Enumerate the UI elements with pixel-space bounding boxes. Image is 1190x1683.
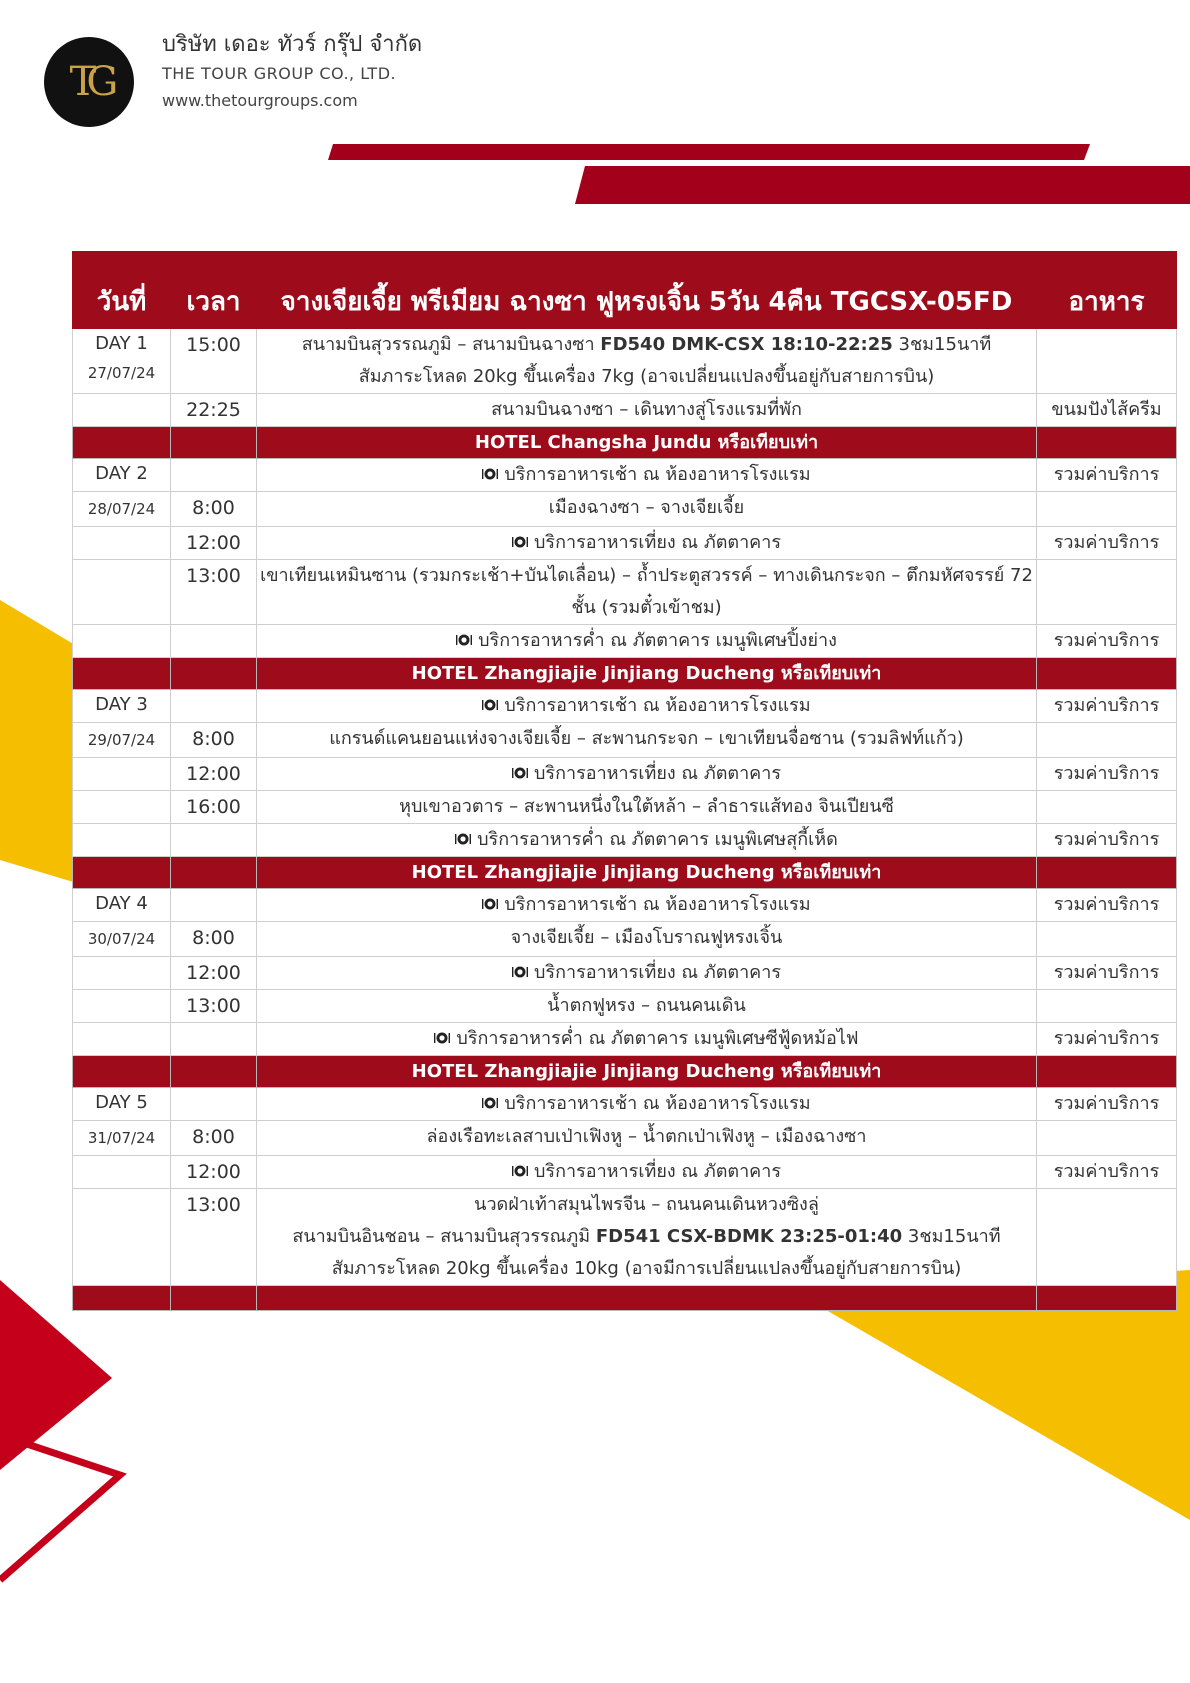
flight-duration: 3ชม15นาที	[902, 1226, 1001, 1247]
desc-text: บริการอาหารค่ำ ณ ภัตตาคาร เมนูพิเศษซีฟู้ดหม้อไฟ	[456, 1028, 859, 1049]
top-red-band	[575, 166, 1190, 204]
table-row	[73, 527, 1177, 560]
meal-cell: รวมค่าบริการ	[1037, 889, 1177, 922]
time-cell: 16:00	[171, 791, 257, 824]
table-footer-row	[73, 1286, 1177, 1311]
time-cell	[171, 690, 257, 723]
meal-cell	[1037, 922, 1177, 957]
hotel-blank	[171, 427, 257, 459]
desc-cell: จางเจียเจี้ย – เมืองโบราณฟูหรงเจิ้น	[257, 922, 1037, 957]
hotel-blank	[73, 1056, 171, 1088]
flight-duration: 3ชม15นาที	[892, 334, 992, 355]
meal-cell	[1037, 791, 1177, 824]
time-cell: 22:25	[171, 394, 257, 427]
time-cell: 8:00	[171, 922, 257, 957]
day-cell	[73, 560, 171, 625]
desc-cell	[257, 527, 1037, 560]
meal-cell: รวมค่าบริการ	[1037, 1088, 1177, 1121]
flight-route: สนามบินอินชอน – สนามบินสุวรรณภูมิ	[292, 1226, 596, 1247]
dish-icon	[455, 833, 471, 845]
time-cell: 12:00	[171, 1156, 257, 1189]
logo-monogram: TG	[69, 59, 109, 105]
hotel-blank	[1037, 658, 1177, 690]
time-cell: 12:00	[171, 957, 257, 990]
itinerary-table	[72, 251, 1177, 1311]
desc-text: บริการอาหารเที่ยง ณ ภัตตาคาร	[534, 962, 781, 983]
hotel-name: HOTEL Zhangjiajie Jinjiang Ducheng หรือเทียบเท่า	[257, 1056, 1037, 1088]
day-date: 29/07/24	[73, 723, 171, 758]
desc-cell	[257, 889, 1037, 922]
day-cell	[73, 957, 171, 990]
table-row	[73, 1156, 1177, 1189]
day-cell	[73, 527, 171, 560]
header-title: จางเจียเจี้ย พรีเมียม ฉางซา ฟูหรงเจิ้น 5วัน 4คืน TGCSX-05FD	[257, 252, 1037, 329]
desc-cell	[257, 824, 1037, 857]
day-label: DAY 2	[73, 459, 171, 492]
left-red-outline	[0, 1435, 120, 1580]
table-row	[73, 459, 1177, 492]
dish-icon	[482, 699, 498, 711]
dish-icon	[482, 1097, 498, 1109]
table-row	[73, 1088, 1177, 1121]
day-cell	[73, 990, 171, 1023]
desc-text: บริการอาหารเช้า ณ ห้องอาหารโรงแรม	[504, 894, 811, 915]
header-meal: อาหาร	[1037, 252, 1177, 329]
desc-text: บริการอาหารค่ำ ณ ภัตตาคาร เมนูพิเศษปิ้งย่าง	[478, 630, 837, 651]
footer-blank	[171, 1286, 257, 1311]
desc-cell	[257, 560, 1037, 625]
day-cell	[73, 1189, 171, 1286]
dish-icon	[434, 1032, 450, 1044]
hotel-name: HOTEL Zhangjiajie Jinjiang Ducheng หรือเทียบเท่า	[257, 857, 1037, 889]
desc-cell	[257, 758, 1037, 791]
desc-cell: แกรนด์แคนยอนแห่งจางเจียเจี้ย – สะพานกระจก – เขาเทียนจื่อซาน (รวมลิฟท์แก้ว)	[257, 723, 1037, 758]
desc-text: บริการอาหารค่ำ ณ ภัตตาคาร เมนูพิเศษสุกี้เห็ด	[477, 829, 838, 850]
dish-icon	[512, 966, 528, 978]
meal-cell	[1037, 990, 1177, 1023]
company-info	[162, 30, 422, 114]
time-cell	[171, 1088, 257, 1121]
hotel-blank	[171, 658, 257, 690]
dish-icon	[456, 634, 472, 646]
day-cell	[73, 1023, 171, 1056]
hotel-name: HOTEL Changsha Jundu หรือเทียบเท่า	[257, 427, 1037, 459]
meal-cell: รวมค่าบริการ	[1037, 625, 1177, 658]
time-cell	[171, 459, 257, 492]
desc-text: บริการอาหารเที่ยง ณ ภัตตาคาร	[534, 1161, 781, 1182]
meal-cell: ขนมปังไส้ครีม	[1037, 394, 1177, 427]
desc-cell	[257, 459, 1037, 492]
flight-line	[257, 329, 1036, 361]
day-cell	[73, 1156, 171, 1189]
day-cell	[73, 625, 171, 658]
day-label: DAY 4	[73, 889, 171, 922]
desc-cell	[257, 690, 1037, 723]
dish-icon	[482, 468, 498, 480]
hotel-blank	[1037, 857, 1177, 889]
header-day: วันที่	[73, 252, 171, 329]
desc-cell: เมืองฉางซา – จางเจียเจี้ย	[257, 492, 1037, 527]
flight-number: FD540 DMK-CSX 18:10-22:25	[600, 334, 893, 355]
company-logo	[44, 37, 134, 127]
desc-cell	[257, 329, 1037, 394]
table-row	[73, 1023, 1177, 1056]
top-red-stripe	[328, 144, 1090, 160]
dish-icon	[482, 898, 498, 910]
time-cell: 8:00	[171, 723, 257, 758]
day-label: DAY 5	[73, 1088, 171, 1121]
desc-cell: น้ำตกฟูหรง – ถนนคนเดิน	[257, 990, 1037, 1023]
day-cell	[73, 394, 171, 427]
table-row	[73, 625, 1177, 658]
header-time: เวลา	[171, 252, 257, 329]
day-cell	[73, 758, 171, 791]
time-cell: 13:00	[171, 1189, 257, 1286]
dish-icon	[512, 1165, 528, 1177]
desc-cell: ล่องเรือทะเลสาบเป่าเฟิงหู – น้ำตกเป่าเฟิงหู – เมืองฉางซา	[257, 1121, 1037, 1156]
table-row	[73, 1121, 1177, 1156]
hotel-row	[73, 857, 1177, 889]
meal-cell: รวมค่าบริการ	[1037, 527, 1177, 560]
day-date: 28/07/24	[73, 492, 171, 527]
day-cell	[73, 329, 171, 394]
meal-cell: รวมค่าบริการ	[1037, 824, 1177, 857]
company-website[interactable]: www.thetourgroups.com	[162, 91, 358, 110]
table-row	[73, 1189, 1177, 1286]
hotel-row	[73, 427, 1177, 459]
day-date: 27/07/24	[87, 364, 156, 382]
table-row	[73, 394, 1177, 427]
desc-cell	[257, 1156, 1037, 1189]
table-row	[73, 758, 1177, 791]
desc-text: บริการอาหารเที่ยง ณ ภัตตาคาร	[534, 532, 781, 553]
desc-text: นวดฝ่าเท้าสมุนไพรจีน – ถนนคนเดินหวงซิงลู่	[474, 1194, 819, 1215]
hotel-blank	[1037, 427, 1177, 459]
time-cell: 8:00	[171, 1121, 257, 1156]
time-cell	[171, 625, 257, 658]
flight-route: สนามบินสุวรรณภูมิ – สนามบินฉางซา	[301, 334, 601, 355]
hotel-name: HOTEL Zhangjiajie Jinjiang Ducheng หรือเทียบเท่า	[257, 658, 1037, 690]
time-cell	[171, 824, 257, 857]
table-row	[73, 690, 1177, 723]
time-cell: 13:00	[171, 560, 257, 625]
company-name-thai: บริษัท เดอะ ทัวร์ กรุ๊ป จำกัด	[162, 32, 423, 57]
desc-cell	[257, 1189, 1037, 1286]
table-header-row	[73, 252, 1177, 329]
time-cell: 8:00	[171, 492, 257, 527]
day-date: 30/07/24	[73, 922, 171, 957]
day-cell	[73, 824, 171, 857]
meal-cell	[1037, 723, 1177, 758]
footer-blank	[73, 1286, 171, 1311]
company-name-english: THE TOUR GROUP CO., LTD.	[162, 64, 397, 83]
hotel-blank	[73, 658, 171, 690]
table-row	[73, 560, 1177, 625]
meal-cell	[1037, 1189, 1177, 1286]
meal-cell: รวมค่าบริการ	[1037, 957, 1177, 990]
hotel-row	[73, 658, 1177, 690]
table-row	[73, 922, 1177, 957]
footer-blank	[1037, 1286, 1177, 1311]
hotel-blank	[73, 857, 171, 889]
hotel-row	[73, 1056, 1177, 1088]
desc-cell: หุบเขาอวตาร – สะพานหนึ่งในใต้หล้า – ลำธารแส้ทอง จินเปียนซี	[257, 791, 1037, 824]
desc-text: บริการอาหารเช้า ณ ห้องอาหารโรงแรม	[504, 464, 811, 485]
table-row	[73, 957, 1177, 990]
meal-cell: รวมค่าบริการ	[1037, 690, 1177, 723]
hotel-blank	[73, 427, 171, 459]
time-cell: 15:00	[171, 329, 257, 394]
desc-cell: สนามบินฉางซา – เดินทางสู่โรงแรมที่พัก	[257, 394, 1037, 427]
meal-cell: รวมค่าบริการ	[1037, 758, 1177, 791]
hotel-blank	[1037, 1056, 1177, 1088]
time-cell	[171, 889, 257, 922]
day-label: DAY 3	[73, 690, 171, 723]
desc-text: บริการอาหารเช้า ณ ห้องอาหารโรงแรม	[504, 695, 811, 716]
meal-cell: รวมค่าบริการ	[1037, 1023, 1177, 1056]
desc-text: บริการอาหารเช้า ณ ห้องอาหารโรงแรม	[504, 1093, 811, 1114]
meal-cell	[1037, 560, 1177, 625]
desc-cell	[257, 625, 1037, 658]
desc-cell	[257, 1023, 1037, 1056]
table-row	[73, 824, 1177, 857]
time-cell: 13:00	[171, 990, 257, 1023]
day-cell	[73, 791, 171, 824]
desc-text-line2: ชั้น (รวมตั๋วเข้าชม)	[571, 597, 722, 618]
meal-cell: รวมค่าบริการ	[1037, 1156, 1177, 1189]
meal-cell: รวมค่าบริการ	[1037, 459, 1177, 492]
table-row	[73, 889, 1177, 922]
dish-icon	[512, 536, 528, 548]
time-cell	[171, 1023, 257, 1056]
dish-icon	[512, 767, 528, 779]
day-label: DAY 1	[95, 333, 148, 354]
hotel-blank	[171, 1056, 257, 1088]
table-row	[73, 990, 1177, 1023]
baggage-note: สัมภาระโหลด 20kg ขึ้นเครื่อง 7kg (อาจเปลี่ยนแปลงขึ้นอยู่กับสายการบิน)	[358, 366, 935, 387]
day-date: 31/07/24	[73, 1121, 171, 1156]
table-row	[73, 492, 1177, 527]
footer-blank	[257, 1286, 1037, 1311]
meal-cell	[1037, 492, 1177, 527]
time-cell: 12:00	[171, 758, 257, 791]
desc-cell	[257, 957, 1037, 990]
baggage-note: สัมภาระโหลด 20kg ขึ้นเครื่อง 10kg (อาจมีการเปลี่ยนแปลงขึ้นอยู่กับสายการบิน)	[331, 1258, 962, 1279]
meal-cell	[1037, 329, 1177, 394]
desc-text: เขาเทียนเหมินซาน (รวมกระเช้า+บันไดเลื่อน) – ถ้ำประตูสวรรค์ – ทางเดินกระจก – ตึกมหัศจรรย์ 72	[260, 565, 1033, 586]
time-cell: 12:00	[171, 527, 257, 560]
table-row	[73, 723, 1177, 758]
table-row	[73, 791, 1177, 824]
flight-number: FD541 CSX-BDMK 23:25-01:40	[595, 1226, 903, 1247]
table-row	[73, 329, 1177, 394]
flight-line	[257, 1221, 1036, 1253]
meal-cell	[1037, 1121, 1177, 1156]
desc-cell	[257, 1088, 1037, 1121]
hotel-blank	[171, 857, 257, 889]
desc-text: บริการอาหารเที่ยง ณ ภัตตาคาร	[534, 763, 781, 784]
